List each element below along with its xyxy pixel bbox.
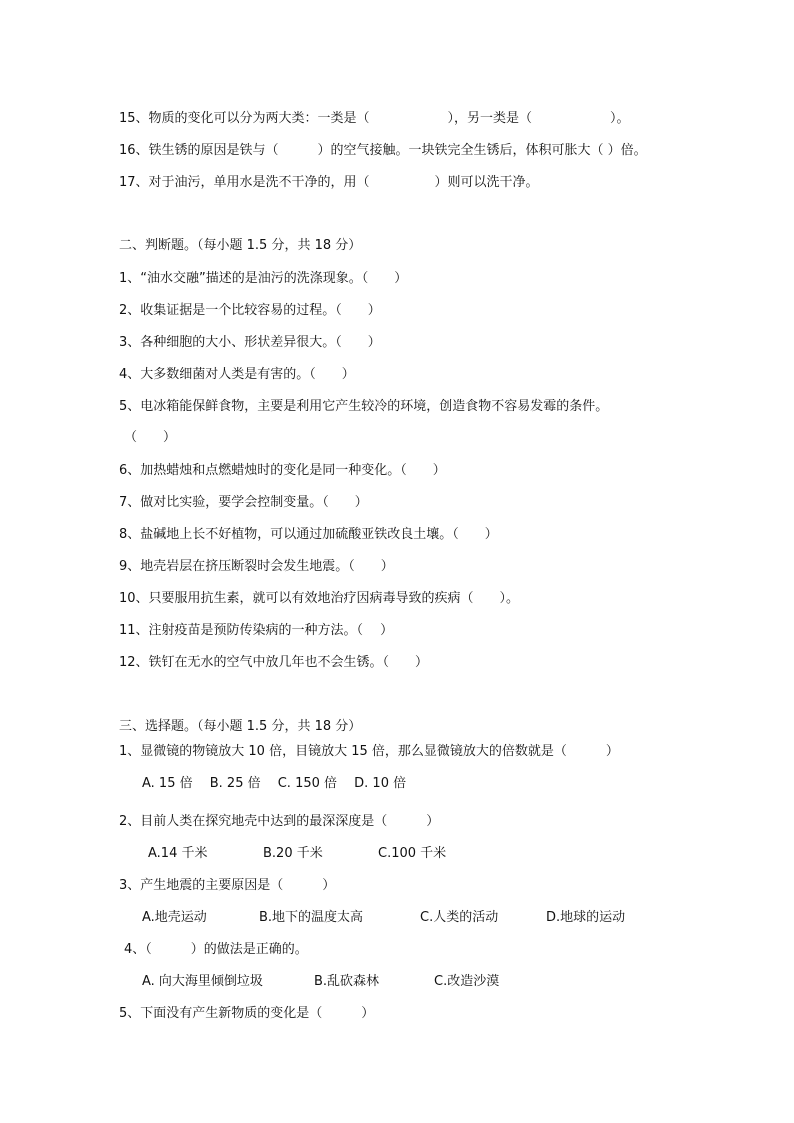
- judge-item-8: 8、盐碱地上长不好植物，可以通过加硫酸亚铁改良土壤。（ ）: [119, 527, 498, 542]
- choice-q3-option-d: D.地球的运动: [546, 910, 626, 925]
- choice-q3: 3、产生地震的主要原因是（ ）: [119, 878, 336, 893]
- choice-q4-option-a: A. 向大海里倾倒垃圾: [142, 974, 263, 989]
- choice-heading: 三、选择题。（每小题 1.5 分，共 18 分）: [119, 719, 362, 734]
- judge-item-1: 1、“油水交融”描述的是油污的洗涤现象。（ ）: [119, 271, 408, 286]
- judge-item-3: 3、各种细胞的大小、形状差异很大。（ ）: [119, 335, 381, 350]
- judge-item-4: 4、大多数细菌对人类是有害的。（ ）: [119, 367, 355, 382]
- judge-item-2: 2、收集证据是一个比较容易的过程。（ ）: [119, 303, 381, 318]
- choice-q2-option-c: C.100 千米: [378, 846, 447, 861]
- choice-q2-option-a: A.14 千米: [148, 846, 208, 861]
- judge-heading: 二、判断题。（每小题 1.5 分，共 18 分）: [119, 238, 362, 253]
- choice-q3-option-a: A.地壳运动: [142, 910, 207, 925]
- judge-item-7: 7、做对比实验，要学会控制变量。（ ）: [119, 495, 368, 510]
- judge-item-11: 11、注射疫苗是预防传染病的一种方法。（ ）: [119, 623, 394, 638]
- choice-q4-option-c: C.改造沙漠: [434, 974, 500, 989]
- judge-item-9: 9、地壳岩层在挤压断裂时会发生地震。（ ）: [119, 559, 394, 574]
- choice-q2: 2、目前人类在探究地壳中达到的最深深度是（ ）: [119, 814, 440, 829]
- choice-q3-option-c: C.人类的活动: [420, 910, 499, 925]
- choice-q1-options: A. 15 倍 B. 25 倍 C. 150 倍 D. 10 倍: [142, 776, 407, 791]
- question-15: 15、物质的变化可以分为两大类：一类是（ ），另一类是（ ）。: [119, 111, 630, 126]
- choice-q4: 4、（ ）的做法是正确的。: [124, 942, 308, 957]
- judge-item-6: 6、加热蜡烛和点燃蜡烛时的变化是同一种变化。（ ）: [119, 463, 446, 478]
- question-17: 17、对于油污，单用水是洗不干净的，用（ ）则可以洗干净。: [119, 175, 539, 190]
- choice-q5: 5、下面没有产生新物质的变化是（ ）: [119, 1006, 375, 1021]
- choice-q1: 1、显微镜的物镜放大 10 倍，目镜放大 15 倍，那么显微镜放大的倍数就是（ ）: [119, 744, 619, 759]
- judge-item-5-paren: （ ）: [124, 430, 177, 445]
- choice-q4-option-b: B.乱砍森林: [314, 974, 380, 989]
- judge-item-12: 12、铁钉在无水的空气中放几年也不会生锈。（ ）: [119, 655, 429, 670]
- choice-q3-option-b: B.地下的温度太高: [259, 910, 364, 925]
- question-16: 16、铁生锈的原因是铁与（ ）的空气接触。一块铁完全生锈后，体积可胀大（ ）倍。: [119, 143, 647, 158]
- choice-q2-option-b: B.20 千米: [263, 846, 323, 861]
- judge-item-5: 5、电冰箱能保鲜食物，主要是利用它产生较冷的环境，创造食物不容易发霉的条件。: [119, 399, 609, 414]
- judge-item-10: 10、只要服用抗生素，就可以有效地治疗因病毒导致的疾病（ ）。: [119, 591, 520, 606]
